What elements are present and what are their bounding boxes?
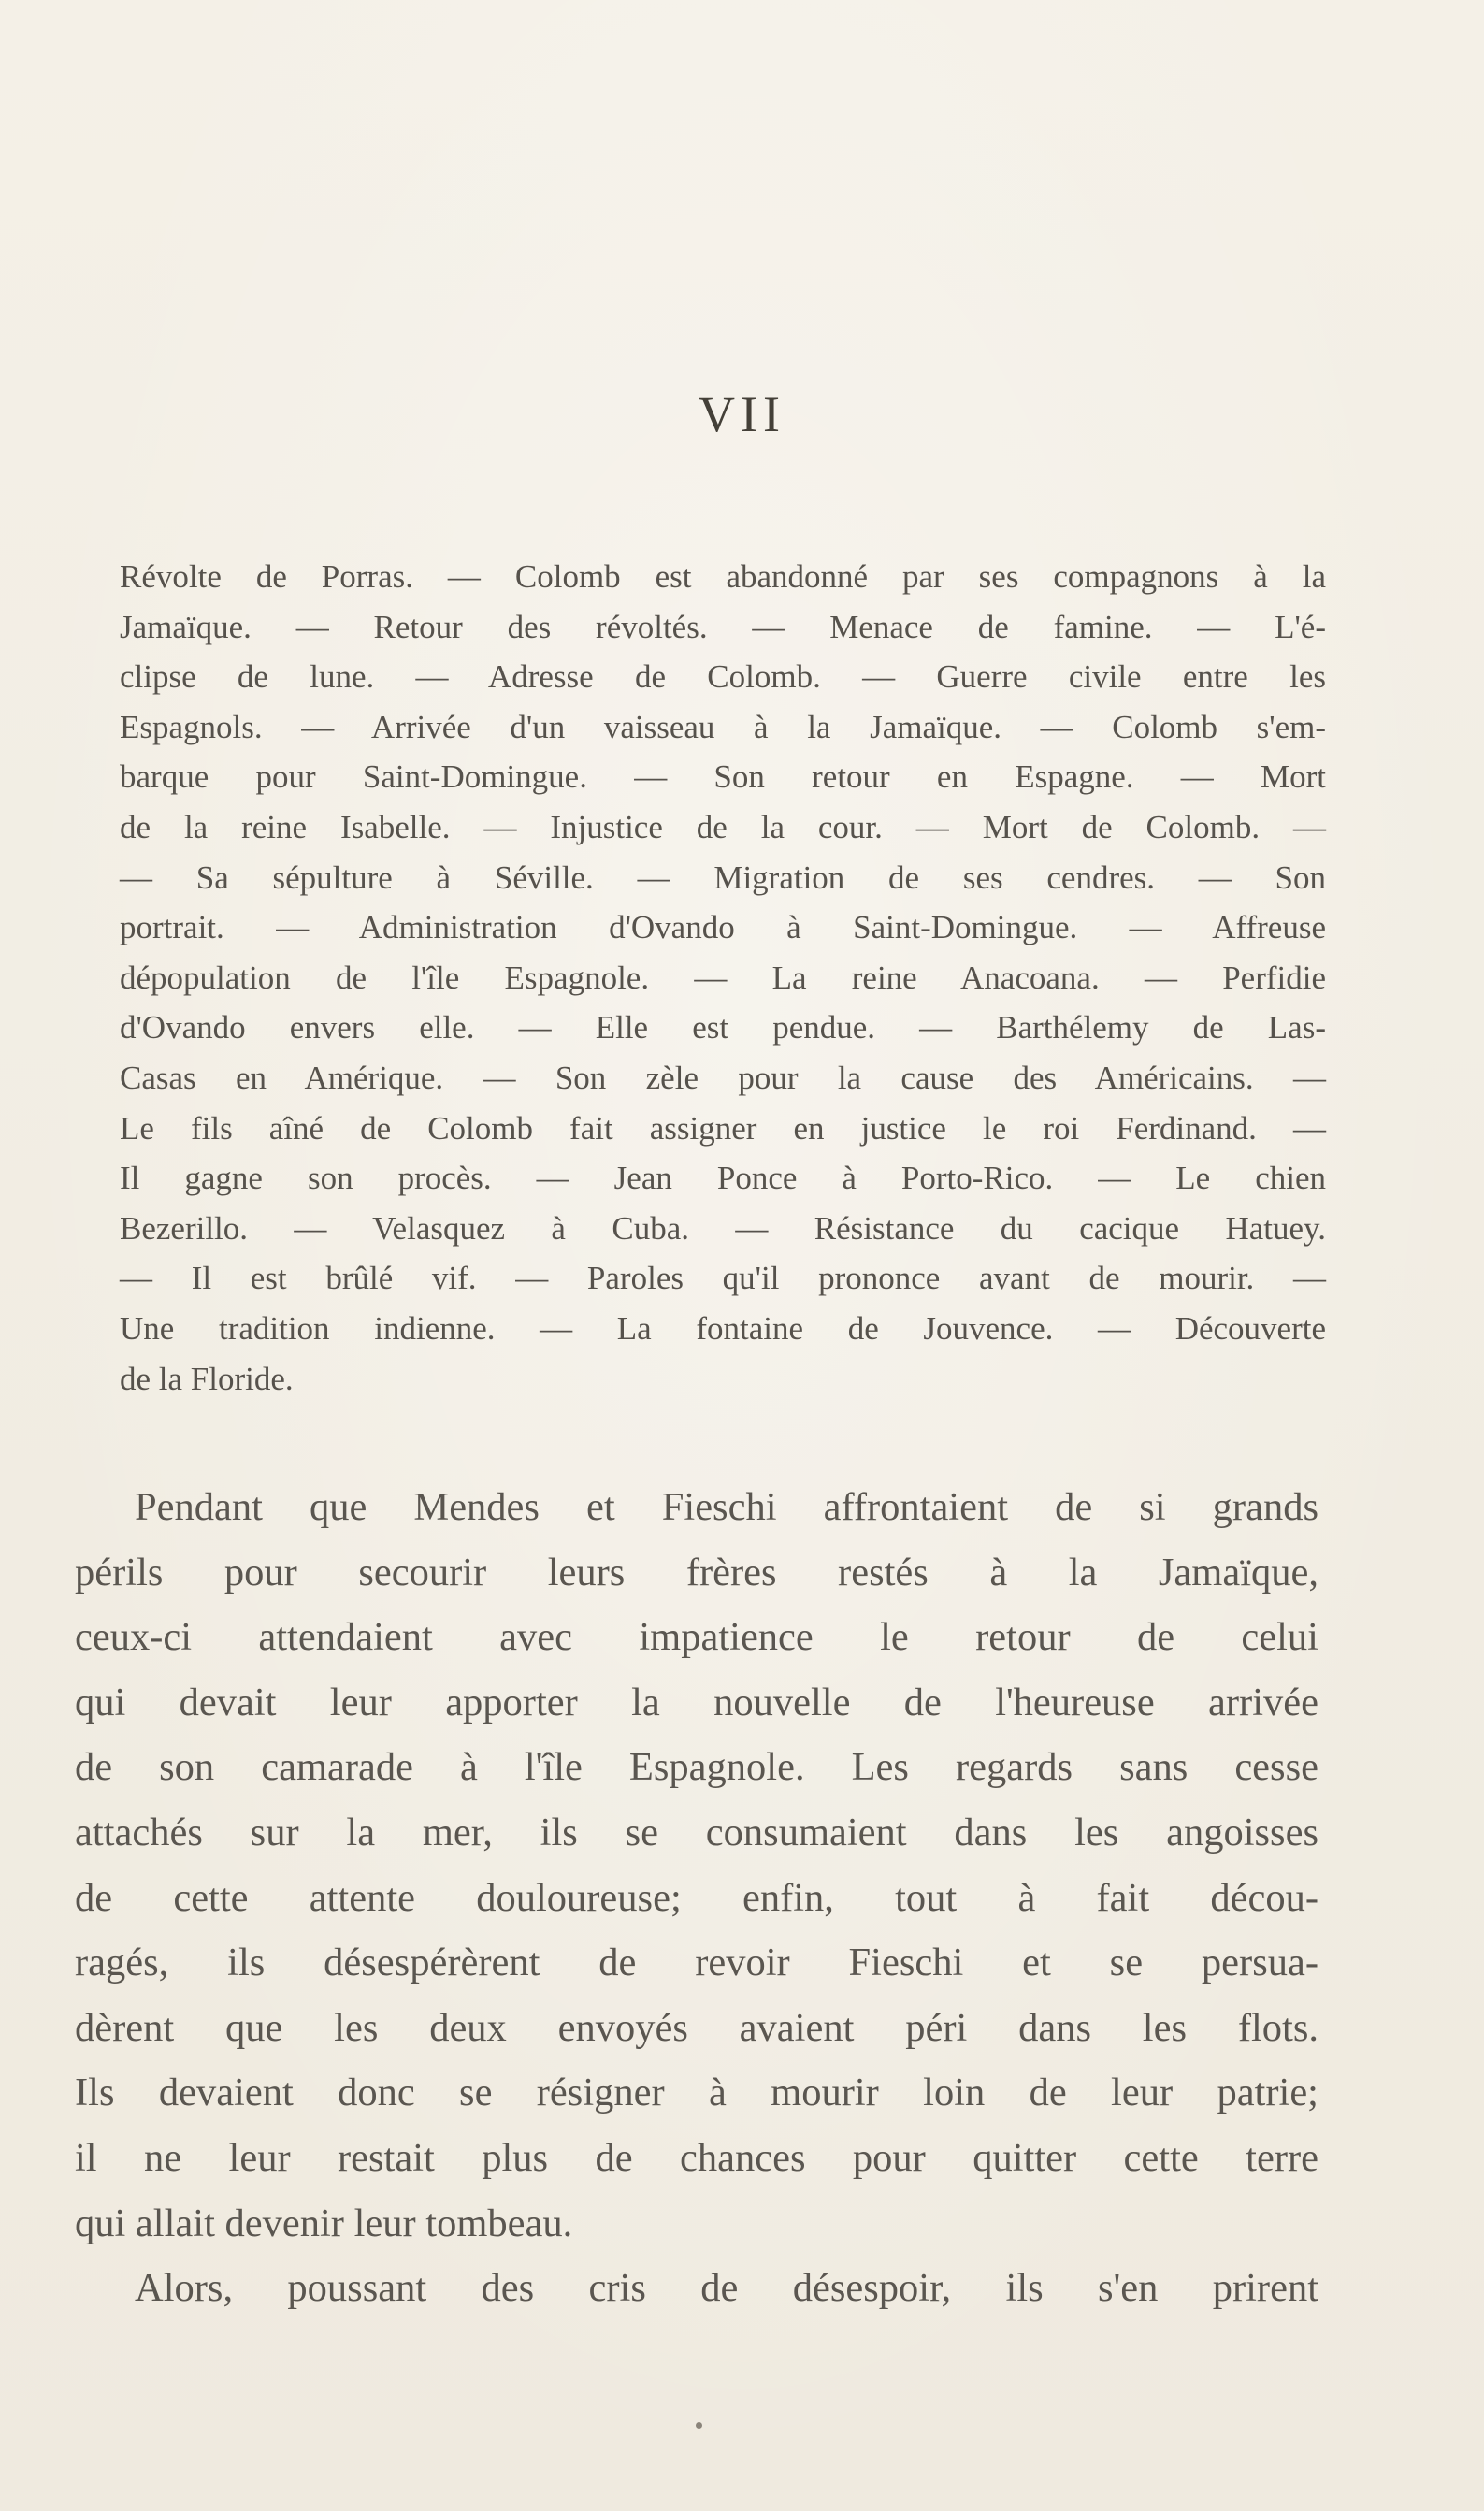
summary-line: Jamaïque. — Retour des révoltés. — Menace de famine. — L'é- xyxy=(120,608,1326,645)
body-line: il ne leur restait plus de chances pour quitter cette terre xyxy=(75,2135,1318,2180)
body-line: attachés sur la mer, ils se consumaient dans les angoisses xyxy=(75,1810,1318,1854)
summary-line: Une tradition indienne. — La fontaine de Jouvence. — Découverte xyxy=(120,1309,1326,1347)
body-line: ceux-ci attendaient avec impatience le retour de celui xyxy=(75,1615,1318,1660)
body-line: ragés, ils désespérèrent de revoir Fieschi et se persua- xyxy=(75,1941,1318,1985)
body-text xyxy=(75,1475,1318,2321)
summary-line: barque pour Saint-Domingue. — Son retour en Espagne. — Mort xyxy=(120,758,1326,796)
summary-line: d'Ovando envers elle. — Elle est pendue. — Barthélemy de Las- xyxy=(120,1009,1326,1046)
body-line: périls pour secourir leurs frères restés à la Jamaïque, xyxy=(75,1550,1318,1595)
body-line: de cette attente douloureuse; enfin, tout à fait décou- xyxy=(75,1875,1318,1920)
summary-line: portrait. — Administration d'Ovando à Saint-Domingue. — Affreuse xyxy=(120,909,1326,946)
body-line: Alors, poussant des cris de désespoir, ils s'en prirent xyxy=(135,2266,1318,2311)
reverse-side-bleed-through xyxy=(112,89,1356,528)
body-line: de son camarade à l'île Espagnole. Les regards sans cesse xyxy=(75,1745,1318,1790)
summary-line: dépopulation de l'île Espagnole. — La reine Anacoana. — Perfidie xyxy=(120,959,1326,996)
summary-line: Il gagne son procès. — Jean Ponce à Porto-Rico. — Le chien xyxy=(120,1160,1326,1197)
body-line: qui allait devenir leur tombeau. xyxy=(75,2201,573,2245)
body-line: Ils devaient donc se résigner à mourir loin de leur patrie; xyxy=(75,2071,1318,2115)
summary-line: Révolte de Porras. — Colomb est abandonné par ses compagnons à la xyxy=(120,558,1326,595)
summary-line: Espagnols. — Arrivée d'un vaisseau à la Jamaïque. — Colomb s'em- xyxy=(120,708,1326,745)
chapter-number: VII xyxy=(699,386,785,442)
summary-line: Le fils aîné de Colomb fait assigner en justice le roi Ferdinand. — xyxy=(120,1109,1326,1147)
summary-line: clipse de lune. — Adresse de Colomb. — Guerre civile entre les xyxy=(120,658,1326,696)
summary-line: — Sa sépulture à Séville. — Migration de ses cendres. — Son xyxy=(120,859,1326,896)
body-line: dèrent que les deux envoyés avaient péri dans les flots. xyxy=(75,2005,1318,2050)
summary-line: de la Floride. xyxy=(120,1360,294,1397)
summary-line: Casas en Amérique. — Son zèle pour la cause des Américains. — xyxy=(120,1059,1326,1096)
summary-line: de la reine Isabelle. — Injustice de la cour. — Mort de Colomb. — xyxy=(120,808,1326,845)
summary-line: — Il est brûlé vif. — Paroles qu'il prononce avant de mourir. — xyxy=(120,1260,1326,1297)
summary-line: Bezerillo. — Velasquez à Cuba. — Résistance du cacique Hatuey. xyxy=(120,1209,1326,1247)
chapter-summary xyxy=(120,552,1326,1404)
body-line: Pendant que Mendes et Fieschi affrontaient de si grands xyxy=(135,1485,1318,1529)
paper-speck xyxy=(696,2422,702,2429)
body-line: qui devait leur apporter la nouvelle de l'heureuse arrivée xyxy=(75,1680,1318,1725)
